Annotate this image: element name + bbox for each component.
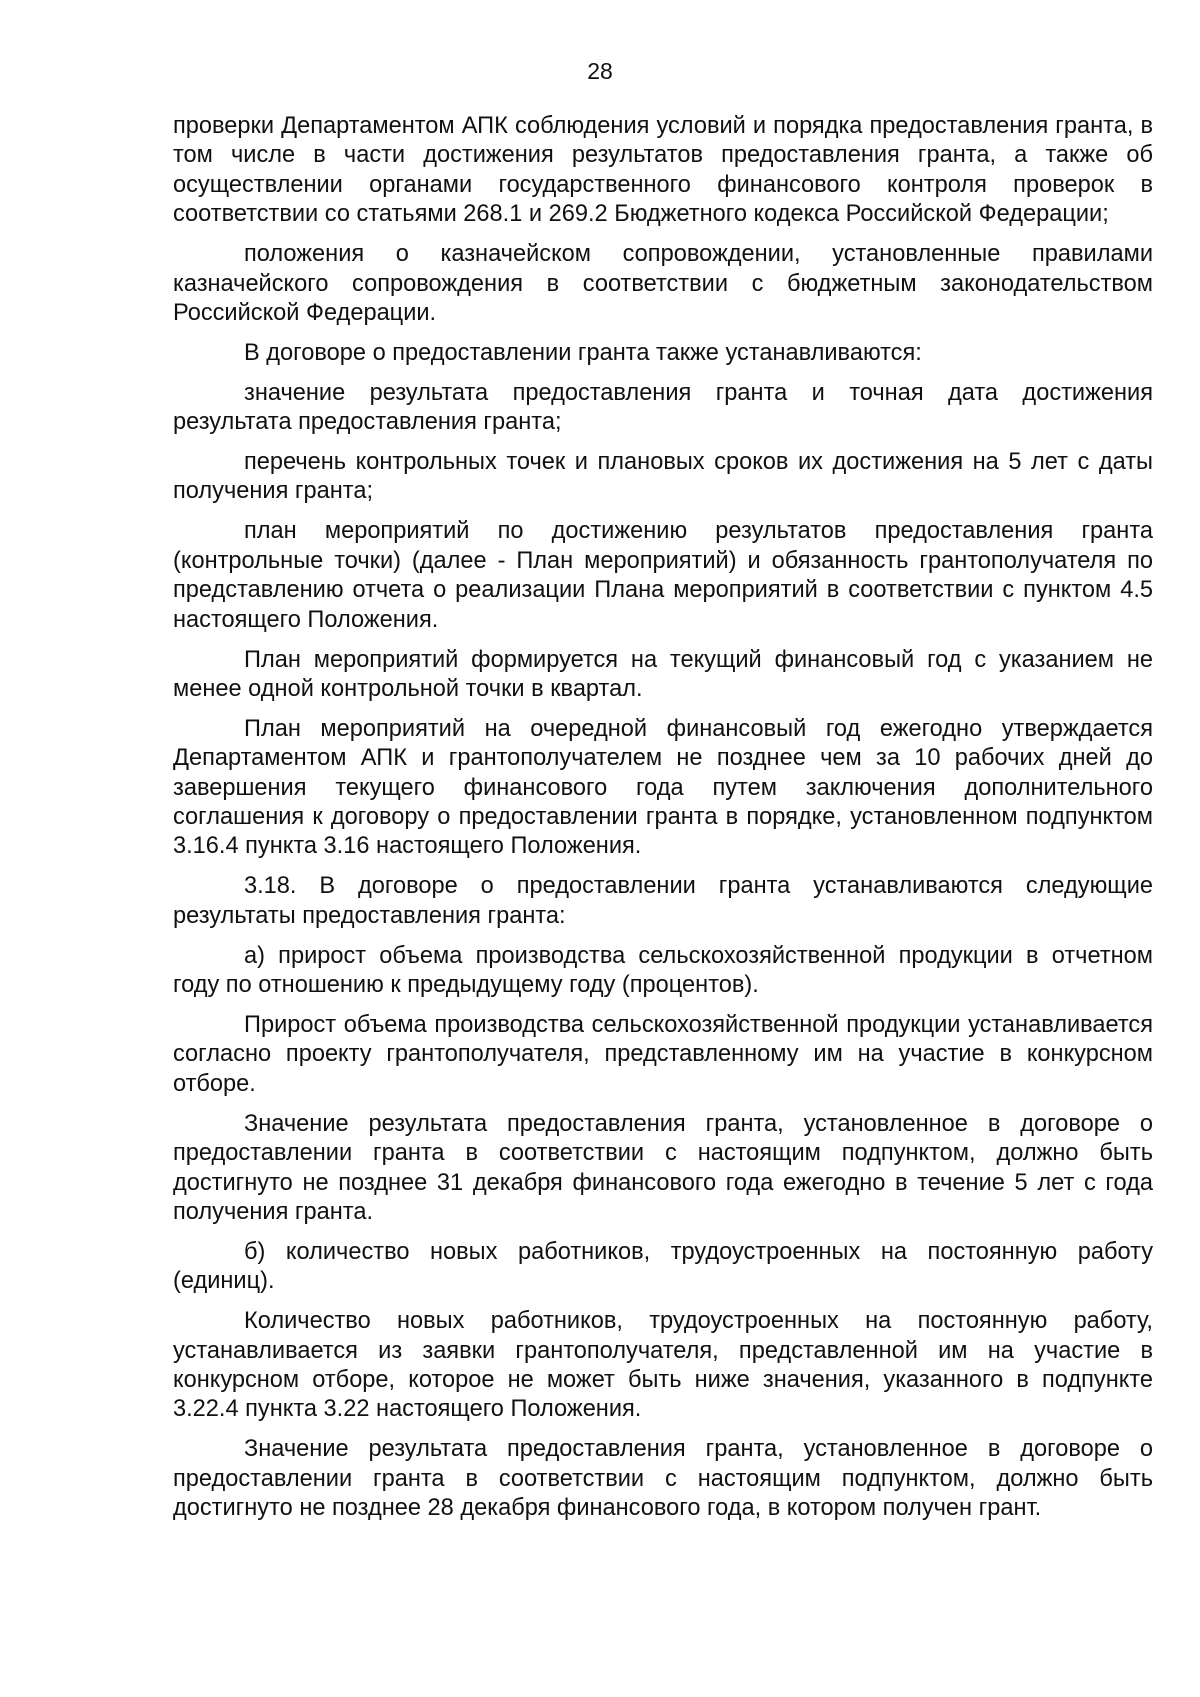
paragraph: значение результата предоставления гранта и точная дата достижения результата предоставления гранта; [173,379,1153,436]
paragraph: а) прирост объема производства сельскохозяйственной продукции в отчетном году по отношению к предыдущему году (процентов). [173,942,1153,999]
page-number: 28 [587,58,613,84]
paragraph: положения о казначейском сопровождении, установленные правилами казначейского сопровождения в соответствии с бюджетным законодательством Российской Федерации. [173,241,1153,326]
paragraph: Значение результата предоставления гранта, установленное в договоре о предоставлении гранта в соответствии с настоящим подпунктом, должно быть достигнуто не позднее 28 декабря финансового года, в котором получен грант. [173,1436,1153,1522]
paragraph: В договоре о предоставлении гранта также устанавливаются: [244,339,922,366]
paragraph: б) количество новых работников, трудоустроенных на постоянную работу (единиц). [173,1238,1153,1295]
paragraph: Прирост объема производства сельскохозяйственной продукции устанавливается согласно проекту грантополучателя, представленному им на участие в конкурсном отборе. [173,1011,1153,1097]
paragraph: План мероприятий формируется на текущий финансовый год с указанием не менее одной контрольной точки в квартал. [173,646,1153,702]
document-body [173,112,1153,1534]
paragraph: план мероприятий по достижению результатов предоставления гранта (контрольные точки) (далее - План мероприятий) и обязанность грантополучателя по представлению отчета о реализации Плана мероприятий в соответствии с пунктом 4.5 настоящего Положения. [173,518,1153,633]
paragraph: проверки Департаментом АПК соблюдения условий и порядка предоставления гранта, в том числе в части достижения результатов предоставления гранта, а также об осуществлении органами государственного финансового контроля проверок в соответствии со статьями 268.1 и 269.2 Бюджетного кодекса Российской Федерации; [173,113,1153,228]
paragraph: 3.18. В договоре о предоставлении гранта устанавливаются следующие результаты предоставления гранта: [173,873,1153,929]
paragraph: Количество новых работников, трудоустроенных на постоянную работу, устанавливается из заявки грантополучателя, представленной им на участие в конкурсном отборе, которое не может быть ниже значения, указанного в подпункте 3.22.4 пункта 3.22 настоящего Положения. [173,1308,1153,1423]
paragraph: Значение результата предоставления гранта, установленное в договоре о предоставлении гранта в соответствии с настоящим подпунктом, должно быть достигнуто не позднее 31 декабря финансового года ежегодно в течение 5 лет с года получения гранта. [173,1110,1153,1225]
paragraph: перечень контрольных точек и плановых сроков их достижения на 5 лет с даты получения гранта; [173,449,1153,505]
paragraph: План мероприятий на очередной финансовый год ежегодно утверждается Департаментом АПК и грантополучателем не позднее чем за 10 рабочих дней до завершения текущего финансового года путем заключения дополнительного соглашения к договору о предоставлении гранта в порядке, установленном подпунктом 3.16.4 пункта 3.16 настоящего Положения. [173,715,1153,860]
